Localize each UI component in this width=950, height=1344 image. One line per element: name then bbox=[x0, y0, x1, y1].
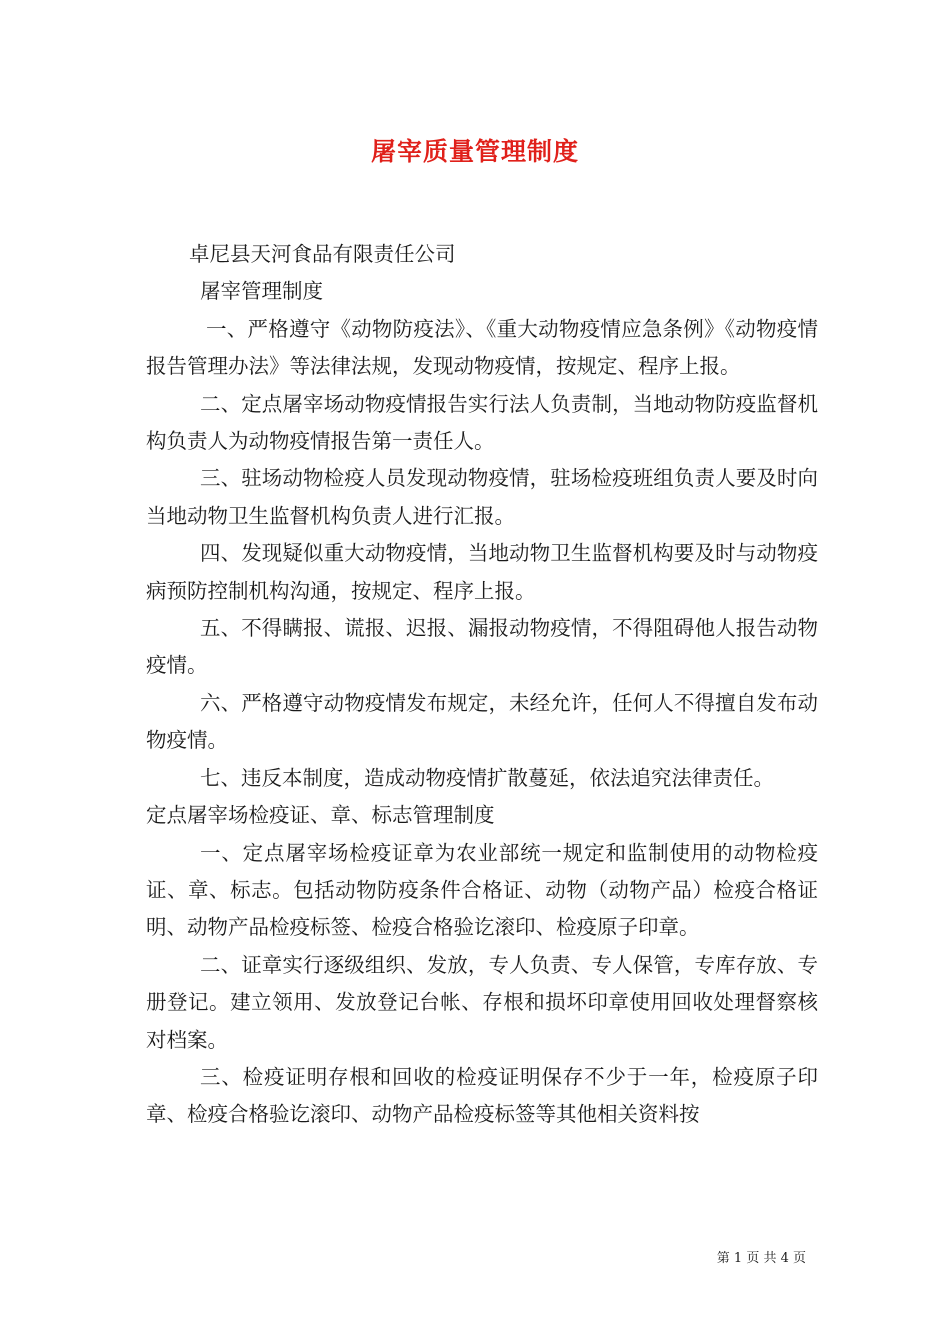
paragraph: 一、定点屠宰场检疫证章为农业部统一规定和监制使用的动物检疫证、章、标志。包括动物防疫条件合格证、动物（动物产品）检疫合格证明、动物产品检疫标签、检疫合格验讫滚印、检疫原子印章。 bbox=[146, 840, 818, 940]
paragraph: 一、严格遵守《动物防疫法》、《重大动物疫情应急条例》《动物疫情报告管理办法》等法律法规，发现动物疫情，按规定、程序上报。 bbox=[146, 316, 818, 379]
paragraph: 三、检疫证明存根和回收的检疫证明保存不少于一年，检疫原子印章、检疫合格验讫滚印、动物产品检疫标签等其他相关资料按 bbox=[146, 1064, 818, 1127]
page-indicator: 第 1 页 共 4 页 bbox=[716, 1251, 806, 1266]
paragraph: 七、违反本制度，造成动物疫情扩散蔓延，依法追究法律责任。 bbox=[200, 765, 774, 790]
page-title: 屠宰质量管理制度 bbox=[370, 137, 579, 166]
section-heading: 定点屠宰场检疫证、章、标志管理制度 bbox=[146, 803, 495, 828]
document-body bbox=[146, 236, 818, 1134]
section-heading: 屠宰管理制度 bbox=[200, 279, 323, 304]
paragraph: 四、发现疑似重大动物疫情，当地动物卫生监督机构要及时与动物疫病预防控制机构沟通，按规定、程序上报。 bbox=[146, 541, 818, 603]
paragraph: 二、定点屠宰场动物疫情报告实行法人负责制，当地动物防疫监督机构负责人为动物疫情报告第一责任人。 bbox=[146, 391, 818, 454]
paragraph: 三、驻场动物检疫人员发现动物疫情，驻场检疫班组负责人要及时向当地动物卫生监督机构负责人进行汇报。 bbox=[146, 466, 818, 528]
paragraph: 二、证章实行逐级组织、发放，专人负责、专人保管，专库存放、专册登记。建立领用、发放登记台帐、存根和损坏印章使用回收处理督察核对档案。 bbox=[146, 952, 818, 1052]
paragraph: 五、不得瞒报、谎报、迟报、漏报动物疫情，不得阻碍他人报告动物疫情。 bbox=[146, 616, 818, 678]
paragraph: 六、严格遵守动物疫情发布规定，未经允许，任何人不得擅自发布动物疫情。 bbox=[146, 690, 818, 753]
company-name: 卓尼县天河食品有限责任公司 bbox=[189, 242, 456, 266]
